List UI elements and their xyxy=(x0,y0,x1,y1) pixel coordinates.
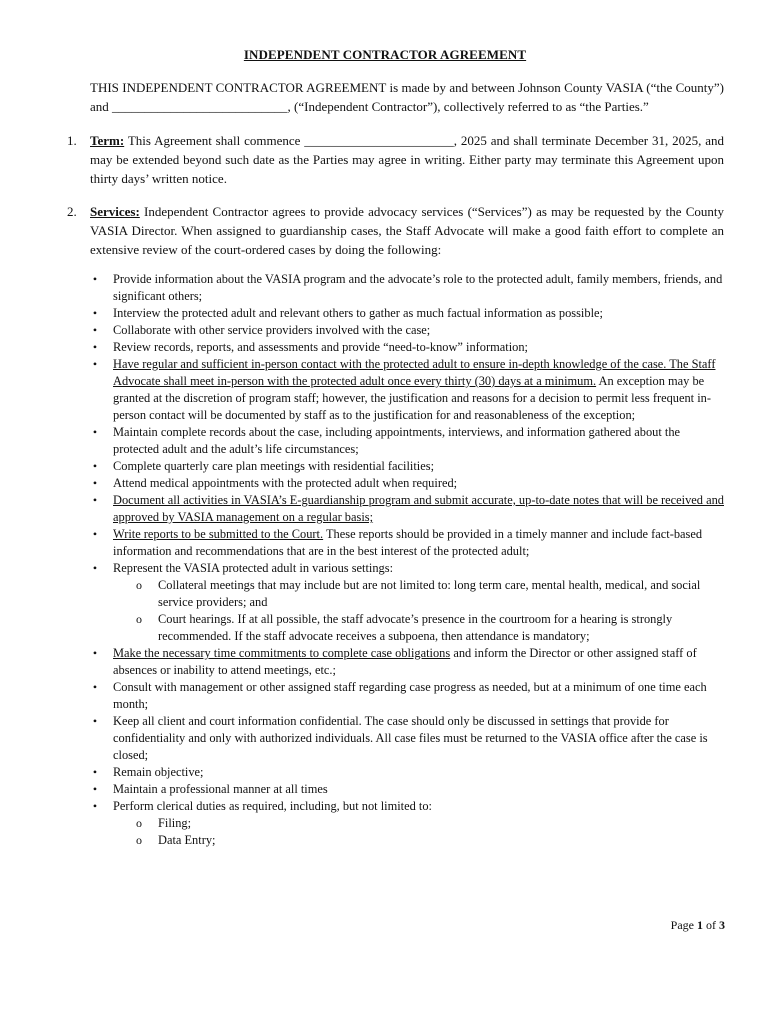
circle-bullet-icon: o xyxy=(136,833,142,847)
bullet-icon: • xyxy=(92,680,98,694)
list-item xyxy=(90,492,726,526)
sub-list-item xyxy=(113,577,726,611)
bullet-icon: • xyxy=(92,714,98,728)
list-item-text: Consult with management or other assigned staff regarding case progress as needed, but at a minimum of one time each month; xyxy=(113,680,707,711)
list-item-text: Attend medical appointments with the protected adult when required; xyxy=(113,476,458,490)
sub-list-item-text: Collateral meetings that may include but are not limited to: long term care, mental health, medical, and social service providers; and xyxy=(158,578,701,609)
bullet-icon: • xyxy=(92,561,98,575)
section-2-paragraph xyxy=(90,202,724,259)
list-item-text: Maintain complete records about the case, including appointments, interviews, and information gathered about the protected adult and the adult’s life circumstances; xyxy=(113,425,681,456)
list-item-underlined-text: Make the necessary time commitments to complete case obligations xyxy=(113,646,451,660)
bullet-icon: • xyxy=(92,527,98,541)
bullet-icon: • xyxy=(92,476,98,490)
list-item-text: These reports should be provided in a timely manner and include fact-based information and recommendations that are in the best interest of the protected adult; xyxy=(113,527,703,558)
list-item-text: Complete quarterly care plan meetings with residential facilities; xyxy=(113,459,435,473)
bullet-icon: • xyxy=(92,782,98,796)
bullet-icon: • xyxy=(92,357,98,371)
list-item-underlined-text: Write reports to be submitted to the Court. xyxy=(113,527,324,541)
list-item-underlined-text: Have regular and sufficient in-person contact with the protected adult to ensure in-depth knowledge of the case. The Staff Advocate shall meet in-person with the protected adult once every thirty (30) days at a minimum. xyxy=(113,357,716,388)
page-number-footer xyxy=(671,918,725,933)
bullet-icon: • xyxy=(92,340,98,354)
list-item xyxy=(90,458,726,475)
list-item xyxy=(90,764,726,781)
sub-list-item-text: Data Entry; xyxy=(158,833,216,847)
list-item-text: An exception may be granted at the discretion of program staff; however, the justification and reasons for a decision to permit less frequent in-person contact will be documented by staff as to the justification for and reasonableness of the exception; xyxy=(113,374,711,422)
list-item xyxy=(90,679,726,713)
bullet-icon: • xyxy=(92,493,98,507)
current-page-number: 1 xyxy=(697,918,703,932)
section-1-paragraph xyxy=(90,131,724,188)
list-item-text: Keep all client and court information confidential. The case should only be discussed in settings that provide for confidentiality and only with authorized individuals. All case files must be returned to the VASIA office after the case is closed; xyxy=(113,714,708,762)
section-2-heading: Services: xyxy=(90,204,140,219)
represent-sub-list xyxy=(113,577,726,645)
section-2-text: Independent Contractor agrees to provide advocacy services (“Services”) as may be requested by the County VASIA Director. When assigned to guardianship cases, the Staff Advocate will make a good faith effort to complete an extensive review of the court-ordered cases by doing the following: xyxy=(90,204,724,257)
sub-list-item-text: Filing; xyxy=(158,816,192,830)
services-bullet-list xyxy=(90,271,726,849)
intro-paragraph: THIS INDEPENDENT CONTRACTOR AGREEMENT is made by and between Johnson County VASIA (“the County”) and ___________________________, (“Independent Contractor”), collectively referred to as “the Parties.” xyxy=(90,80,724,114)
sub-list-item-text: Court hearings. If at all possible, the staff advocate’s presence in the courtroom for a hearing is strongly recommended. If the staff advocate receives a subpoena, then attendance is mandatory; xyxy=(158,612,673,643)
list-item xyxy=(90,305,726,322)
list-item xyxy=(90,526,726,560)
list-item-text: Maintain a professional manner at all times xyxy=(113,782,328,796)
list-item-text: and inform the Director or other assigned staff of absences or inability to attend meetings, etc.; xyxy=(113,646,697,677)
list-item xyxy=(90,475,726,492)
clerical-sub-list xyxy=(113,815,726,849)
section-1-text: This Agreement shall commence _______________________, 2025 and shall terminate December 31, 2025, and may be extended beyond such date as the Parties may agree in writing. Either party may terminate this Agreement upon thirty days’ written notice. xyxy=(90,133,724,186)
list-item xyxy=(90,781,726,798)
bullet-icon: • xyxy=(92,799,98,813)
sub-list-item xyxy=(113,611,726,645)
list-item-text: Remain objective; xyxy=(113,765,204,779)
list-item xyxy=(90,322,726,339)
section-2-number: 2. xyxy=(67,204,77,219)
bullet-icon: • xyxy=(92,765,98,779)
list-item-text: Perform clerical duties as required, including, but not limited to: xyxy=(113,799,432,813)
list-item xyxy=(90,645,726,679)
list-item xyxy=(90,713,726,764)
bullet-icon: • xyxy=(92,646,98,660)
circle-bullet-icon: o xyxy=(136,578,142,592)
total-pages-number: 3 xyxy=(719,918,725,932)
bullet-icon: • xyxy=(92,323,98,337)
circle-bullet-icon: o xyxy=(136,816,142,830)
list-item xyxy=(90,356,726,424)
bullet-icon: • xyxy=(92,459,98,473)
list-item xyxy=(90,271,726,305)
bullet-icon: • xyxy=(92,272,98,286)
list-item xyxy=(90,339,726,356)
footer-of: of xyxy=(703,918,719,932)
list-item-underlined-text: Document all activities in VASIA’s E-guardianship program and submit accurate, up-to-date notes that will be received and approved by VASIA management on a regular basis; xyxy=(113,493,724,524)
list-item-text: Interview the protected adult and relevant others to gather as much factual information as possible; xyxy=(113,306,603,320)
section-1-heading: Term: xyxy=(90,133,125,148)
footer-prefix: Page xyxy=(670,918,697,932)
list-item xyxy=(90,798,726,849)
section-1-number: 1. xyxy=(67,133,77,148)
bullet-icon: • xyxy=(92,306,98,320)
list-item-text: Collaborate with other service providers involved with the case; xyxy=(113,323,431,337)
list-item-text: Provide information about the VASIA program and the advocate’s role to the protected adult, family members, friends, and significant others; xyxy=(113,272,723,303)
list-item xyxy=(90,560,726,645)
sub-list-item xyxy=(113,815,726,832)
bullet-icon: • xyxy=(92,425,98,439)
sub-list-item xyxy=(113,832,726,849)
list-item-text: Represent the VASIA protected adult in various settings: xyxy=(113,561,394,575)
circle-bullet-icon: o xyxy=(136,612,142,626)
document-title: INDEPENDENT CONTRACTOR AGREEMENT xyxy=(243,47,527,62)
list-item-text: Review records, reports, and assessments and provide “need-to-know” information; xyxy=(113,340,528,354)
list-item xyxy=(90,424,726,458)
